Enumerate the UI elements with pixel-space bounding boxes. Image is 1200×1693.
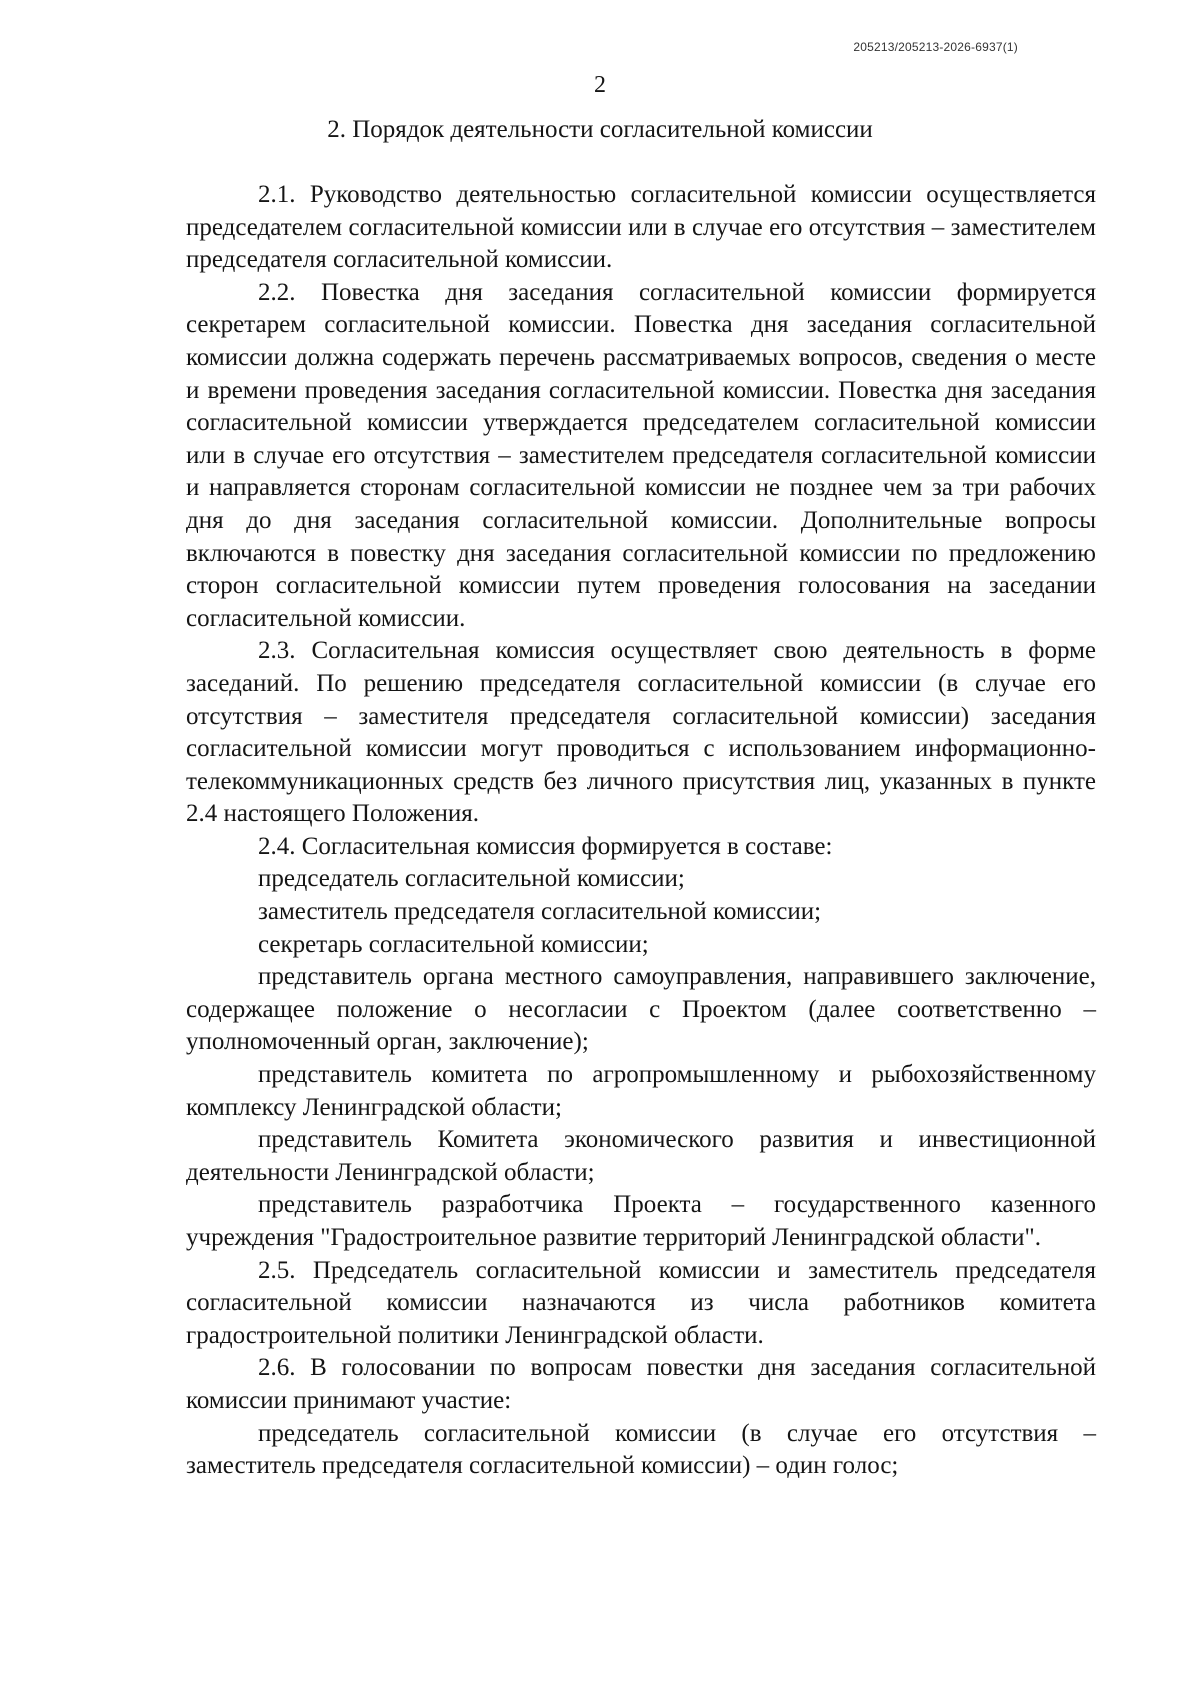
list-item-local-government: представитель органа местного самоуправления, направившего заключение, содержащее положение о несогласии с Проектом (далее соответственно – уполномоченный орган, заключение);: [186, 963, 1096, 1056]
list-item-economic-committee: представитель Комитета экономического развития и инвестиционной деятельности Ленинградской области;: [186, 1126, 1096, 1186]
list-item-project-developer: представитель разработчика Проекта – государственного казенного учреждения "Градостроительное развитие территорий Ленинградской области".: [186, 1191, 1096, 1251]
paragraph-2-1: 2.1. Руководство деятельностью согласительной комиссии осуществляется председателем согласительной комиссии или в случае его отсутствия – заместителем председателя согласительной комиссии.: [186, 181, 1096, 274]
list-item-agro-committee: представитель комитета по агропромышленному и рыбохозяйственному комплексу Ленинградской области;: [186, 1061, 1096, 1121]
list-item-chairman: председатель согласительной комиссии;: [258, 865, 685, 893]
paragraph-2-2: 2.2. Повестка дня заседания согласительной комиссии формируется секретарем согласительной комиссии. Повестка дня заседания согласительной комиссии должна содержать перечень рассматриваемых вопросов, сведения о месте и времени проведения заседания согласительной комиссии. Повестка дня заседания согласительной комиссии утверждается председателем согласительной комиссии или в случае его отсутствия – заместителем председателя согласительной комиссии и направляется сторонам согласительной комиссии не позднее чем за три рабочих дня до дня заседания согласительной комиссии. Дополнительные вопросы включаются в повестку дня заседания согласительной комиссии по предложению сторон согласительной комиссии путем проведения голосования на заседании согласительной комиссии.: [186, 278, 1096, 632]
paragraph-2-3: 2.3. Согласительная комиссия осуществляет свою деятельность в форме заседаний. По решению председателя согласительной комиссии (в случае его отсутствия – заместителя председателя согласительной комиссии) заседания согласительной комиссии могут проводиться с использованием информационно-телекоммуникационных средств без личного присутствия лиц, указанных в пункте 2.4 настоящего Положения.: [186, 637, 1096, 828]
page-number: 2: [594, 72, 606, 98]
paragraph-2-5: 2.5. Председатель согласительной комиссии и заместитель председателя согласительной комиссии назначаются из числа работников комитета градостроительной политики Ленинградской области.: [186, 1256, 1096, 1349]
paragraph-2-4: 2.4. Согласительная комиссия формируется в составе:: [258, 832, 833, 860]
section-title: 2. Порядок деятельности согласительной комиссии: [327, 116, 873, 143]
document-body: [186, 179, 1096, 1483]
list-item-deputy-chairman: заместитель председателя согласительной комиссии;: [258, 898, 822, 926]
list-item-voting-chairman: председатель согласительной комиссии (в случае его отсутствия – заместитель председателя согласительной комиссии) – один голос;: [186, 1419, 1096, 1480]
list-item-secretary: секретарь согласительной комиссии;: [258, 930, 649, 958]
paragraph-2-6: 2.6. В голосовании по вопросам повестки дня заседания согласительной комиссии принимают участие:: [186, 1354, 1096, 1414]
document-id: 205213/205213-2026-6937(1): [853, 40, 1018, 54]
